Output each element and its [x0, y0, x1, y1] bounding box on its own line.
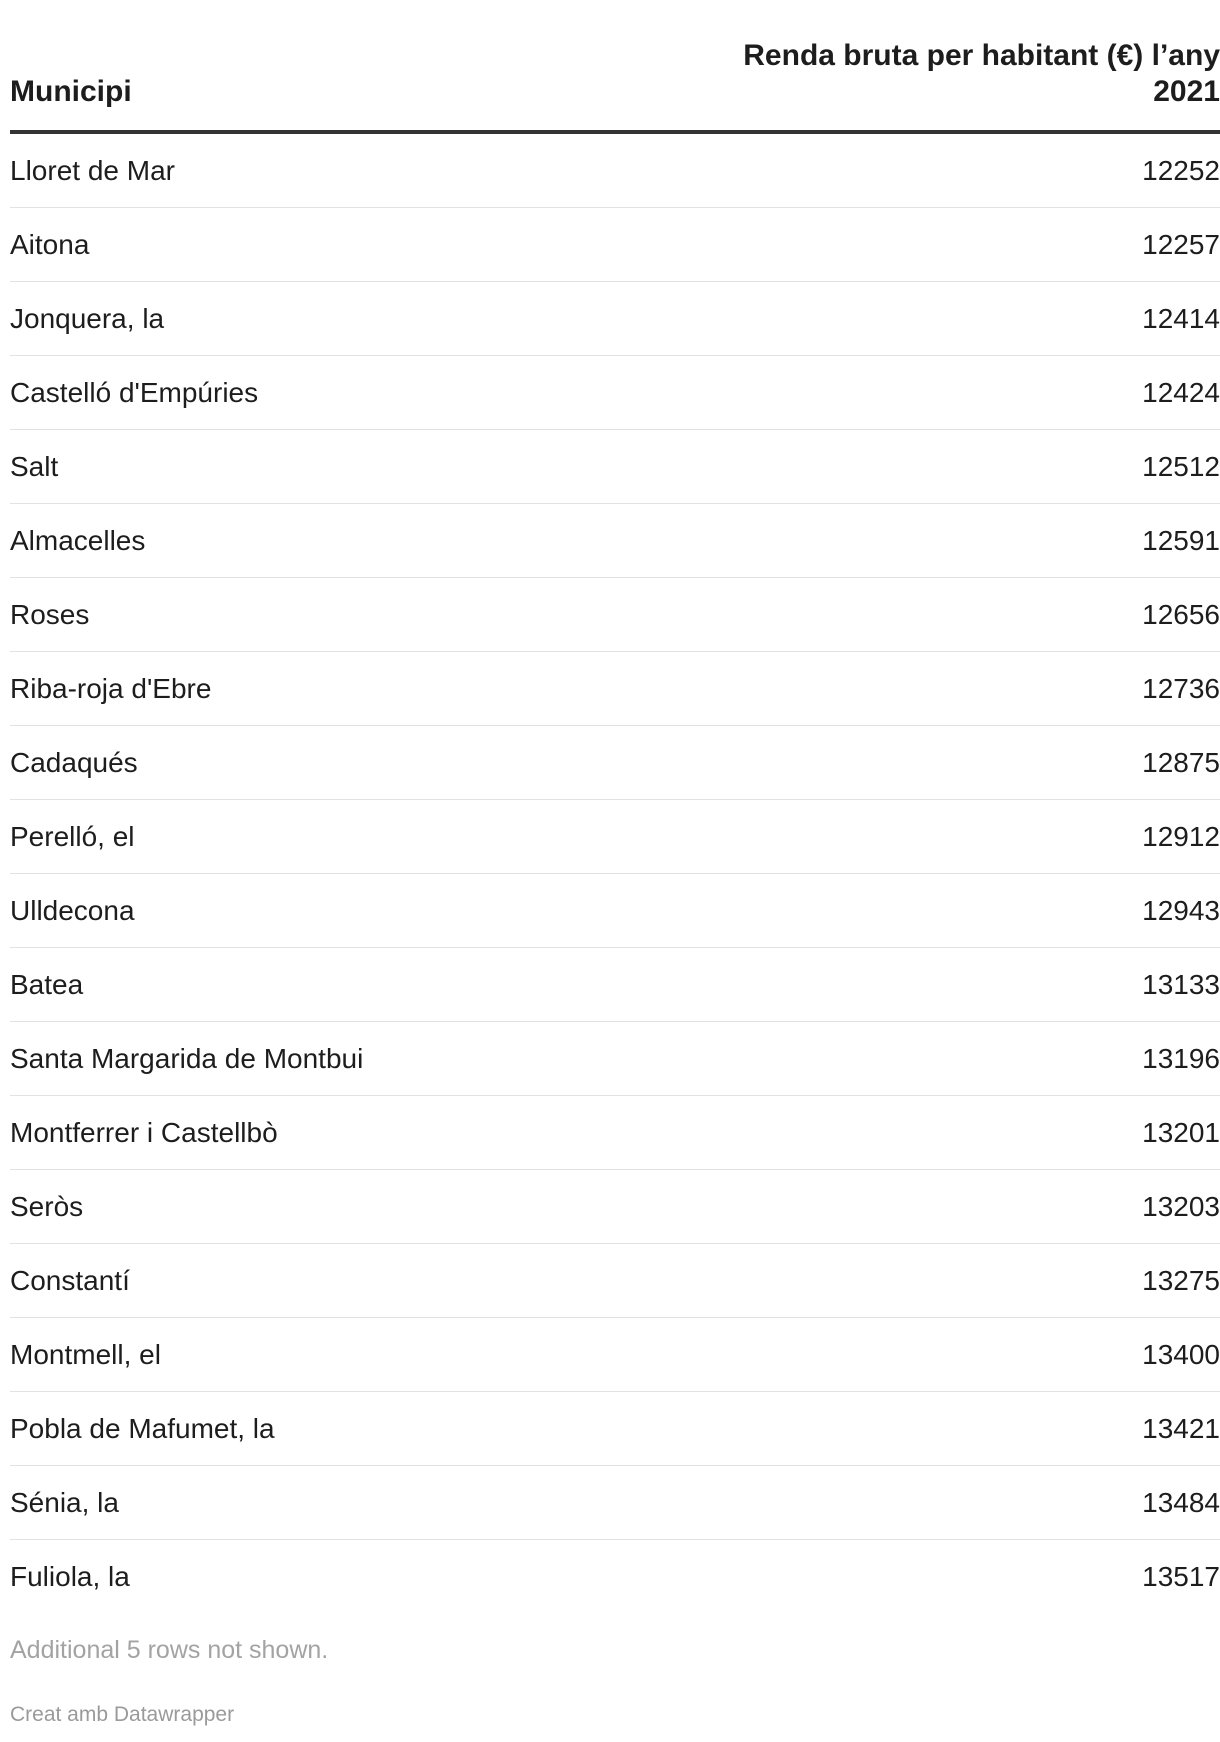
cell-municipi: Santa Margarida de Montbui: [10, 1042, 364, 1074]
cell-municipi: Aitona: [10, 228, 90, 260]
cell-municipi: Riba-roja d'Ebre: [10, 672, 212, 704]
cell-renda: 13517: [1142, 1561, 1220, 1592]
cell-renda: 12912: [1142, 820, 1220, 852]
cell-municipi: Lloret de Mar: [10, 154, 175, 186]
table-header: [10, 0, 1220, 134]
cell-renda: 12656: [1142, 598, 1220, 630]
table-row: [10, 1022, 1220, 1096]
table-row: [10, 504, 1220, 578]
cell-renda: 13421: [1142, 1412, 1220, 1444]
cell-municipi: Seròs: [10, 1190, 84, 1222]
cell-municipi: Fuliola, la: [10, 1561, 130, 1592]
cell-municipi: Cadaqués: [10, 746, 138, 778]
cell-renda: 12736: [1142, 672, 1220, 704]
table-row: [10, 652, 1220, 726]
table-row: [10, 578, 1220, 652]
data-table: [10, 0, 1220, 1727]
cell-renda: 13133: [1142, 968, 1220, 1000]
column-header-renda[interactable]: Renda bruta per habitant (€) l’any 2021: [743, 39, 1220, 108]
cell-municipi: Sénia, la: [10, 1486, 119, 1518]
cell-renda: 12512: [1142, 450, 1220, 482]
cell-municipi: Batea: [10, 968, 84, 1000]
cell-municipi: Montferrer i Castellbò: [10, 1116, 278, 1148]
table-row: [10, 1170, 1220, 1244]
table-row: [10, 1466, 1220, 1540]
cell-municipi: Salt: [10, 450, 59, 482]
cell-municipi: Almacelles: [10, 524, 146, 556]
cell-municipi: Perelló, el: [10, 820, 135, 852]
cell-municipi: Ulldecona: [10, 894, 135, 926]
cell-renda: 13203: [1142, 1190, 1220, 1222]
cell-renda: 12591: [1142, 524, 1220, 556]
table-row: [10, 430, 1220, 504]
cell-renda: 13484: [1142, 1486, 1220, 1518]
table-body: [10, 134, 1220, 1614]
table-row: [10, 282, 1220, 356]
cell-renda: 13196: [1142, 1042, 1220, 1074]
cell-renda: 12424: [1142, 376, 1220, 408]
table-row: [10, 1392, 1220, 1466]
cell-municipi: Jonquera, la: [10, 302, 165, 334]
cell-renda: 13201: [1142, 1116, 1220, 1148]
cell-municipi: Roses: [10, 598, 90, 630]
table-row: [10, 1540, 1220, 1614]
cell-municipi: Pobla de Mafumet, la: [10, 1412, 275, 1444]
rows-not-shown-note: Additional 5 rows not shown.: [10, 1636, 329, 1664]
cell-renda: 13275: [1142, 1264, 1220, 1296]
cell-renda: 12414: [1142, 302, 1220, 334]
column-header-municipi[interactable]: Municipi: [10, 75, 132, 108]
table-row: [10, 134, 1220, 208]
table-row: [10, 874, 1220, 948]
cell-municipi: Constantí: [10, 1264, 130, 1296]
cell-municipi: Castelló d'Empúries: [10, 376, 259, 408]
cell-renda: 12252: [1142, 154, 1220, 186]
table-row: [10, 1096, 1220, 1170]
cell-renda: 13400: [1142, 1338, 1220, 1370]
table-row: [10, 1244, 1220, 1318]
table-row: [10, 208, 1220, 282]
datawrapper-credit: Creat amb Datawrapper: [10, 1703, 235, 1726]
cell-renda: 12943: [1142, 894, 1220, 926]
table-row: [10, 356, 1220, 430]
table-row: [10, 1318, 1220, 1392]
table-row: [10, 800, 1220, 874]
table-row: [10, 948, 1220, 1022]
table-row: [10, 726, 1220, 800]
cell-municipi: Montmell, el: [10, 1338, 161, 1370]
cell-renda: 12875: [1142, 746, 1220, 778]
cell-renda: 12257: [1142, 228, 1220, 260]
